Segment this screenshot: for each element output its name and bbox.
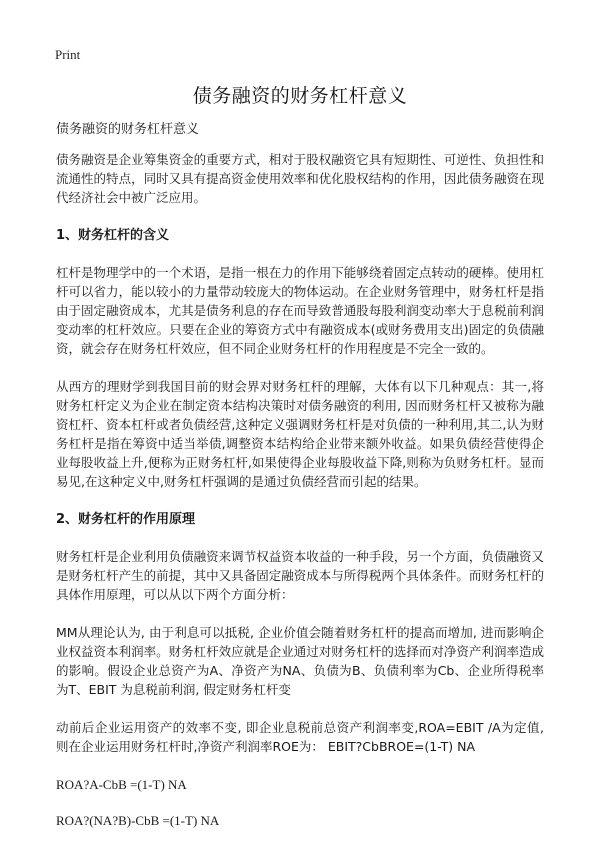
formula-1: ROA?A-CbB =(1-T) NA bbox=[56, 777, 187, 792]
formula-2: ROA?(NA?B)-CbB =(1-T) NA bbox=[56, 813, 220, 828]
page-title: 债务融资的财务杠杆意义 bbox=[192, 85, 408, 107]
section-2-paragraph-3: 动前后企业运用资产的效率不变, 即企业息税前总资产利润率变,ROA=EBIT /A为定值, 则在企业运用财务杠杆时,净资产利润率ROE为： EBIT?CbBROE=(1-T) NA bbox=[56, 720, 544, 754]
intro-paragraph: 债务融资是企业筹集资金的重要方式，相对于股权融资它具有短期性、可逆性、负担性和流通性的特点，同时又具有提高资金使用效率和优化股权结构的作用，因此债务融资在现代经济社会中被广泛应用。 bbox=[56, 152, 544, 205]
document-body bbox=[56, 150, 544, 847]
section-1-paragraph-2: 从西方的理财学到我国目前的财会界对财务杠杆的理解，大体有以下几种观点：其一,将财务杠杆定义为企业在制定资本结构决策时对债务融资的利用, 因而财务杠杆又被称为融资杠杆、资本杠杆或者负债经营,这种定义强调财务杠杆是对负债的一种利用,其二,认为财务杠杆是指在筹资中适当举债,调整资本结构给企业带来额外收益。如果负债经营使得企业每股收益上升,便称为正财务杠杆,如果使得企业每股收益下降,则称为负财务杠杆。显而易见,在这种定义中,财务杠杆强调的是通过负债经营而引起的结果。 bbox=[56, 379, 545, 489]
section-2-paragraph-2: MM从理论认为, 由于利息可以抵税, 企业价值会随着财务杠杆的提高而增加, 进而影响企业权益资本利润率。财务杠杆效应就是企业通过对财务杠杆的选择而对净资产利润率造成的影响。假设企业总资产为A、净资产为NA、负债为B、负债利率为Cb、企业所得税率为T、EBIT 为息税前利润, 假定财务杠杆变 bbox=[56, 625, 544, 697]
document-subtitle: 债务融资的财务杠杆意义 bbox=[56, 122, 200, 137]
section-2-heading: 2、财务杠杆的作用原理 bbox=[56, 512, 196, 527]
section-1-heading: 1、财务杠杆的含义 bbox=[56, 228, 170, 243]
section-1-paragraph-1: 杠杆是物理学中的一个术语，是指一根在力的作用下能够绕着固定点转动的硬棒。使用杠杆可以省力，能以较小的力量带动较庞大的物体运动。在企业财务管理中，财务杠杆是指由于固定融资成本，尤其是债务利息的存在而导致普通股每股利润变动率大于息税前利润变动率的杠杆效应。只要在企业的筹资方式中有融资成本(或财务费用支出)固定的负债融资，就会存在财务杠杆效应，但不同企业财务杠杆的作用程度是不完全一致的。 bbox=[56, 265, 544, 356]
print-link[interactable]: Print bbox=[55, 47, 81, 62]
section-2-paragraph-1: 财务杠杆是企业利用负债融资来调节权益资本收益的一种手段，另一个方面，负债融资又是财务杠杆产生的前提，其中又具备固定融资成本与所得税两个具体条件。而财务杠杆的具体作用原理，可以从以下两个方面分析： bbox=[56, 549, 544, 602]
